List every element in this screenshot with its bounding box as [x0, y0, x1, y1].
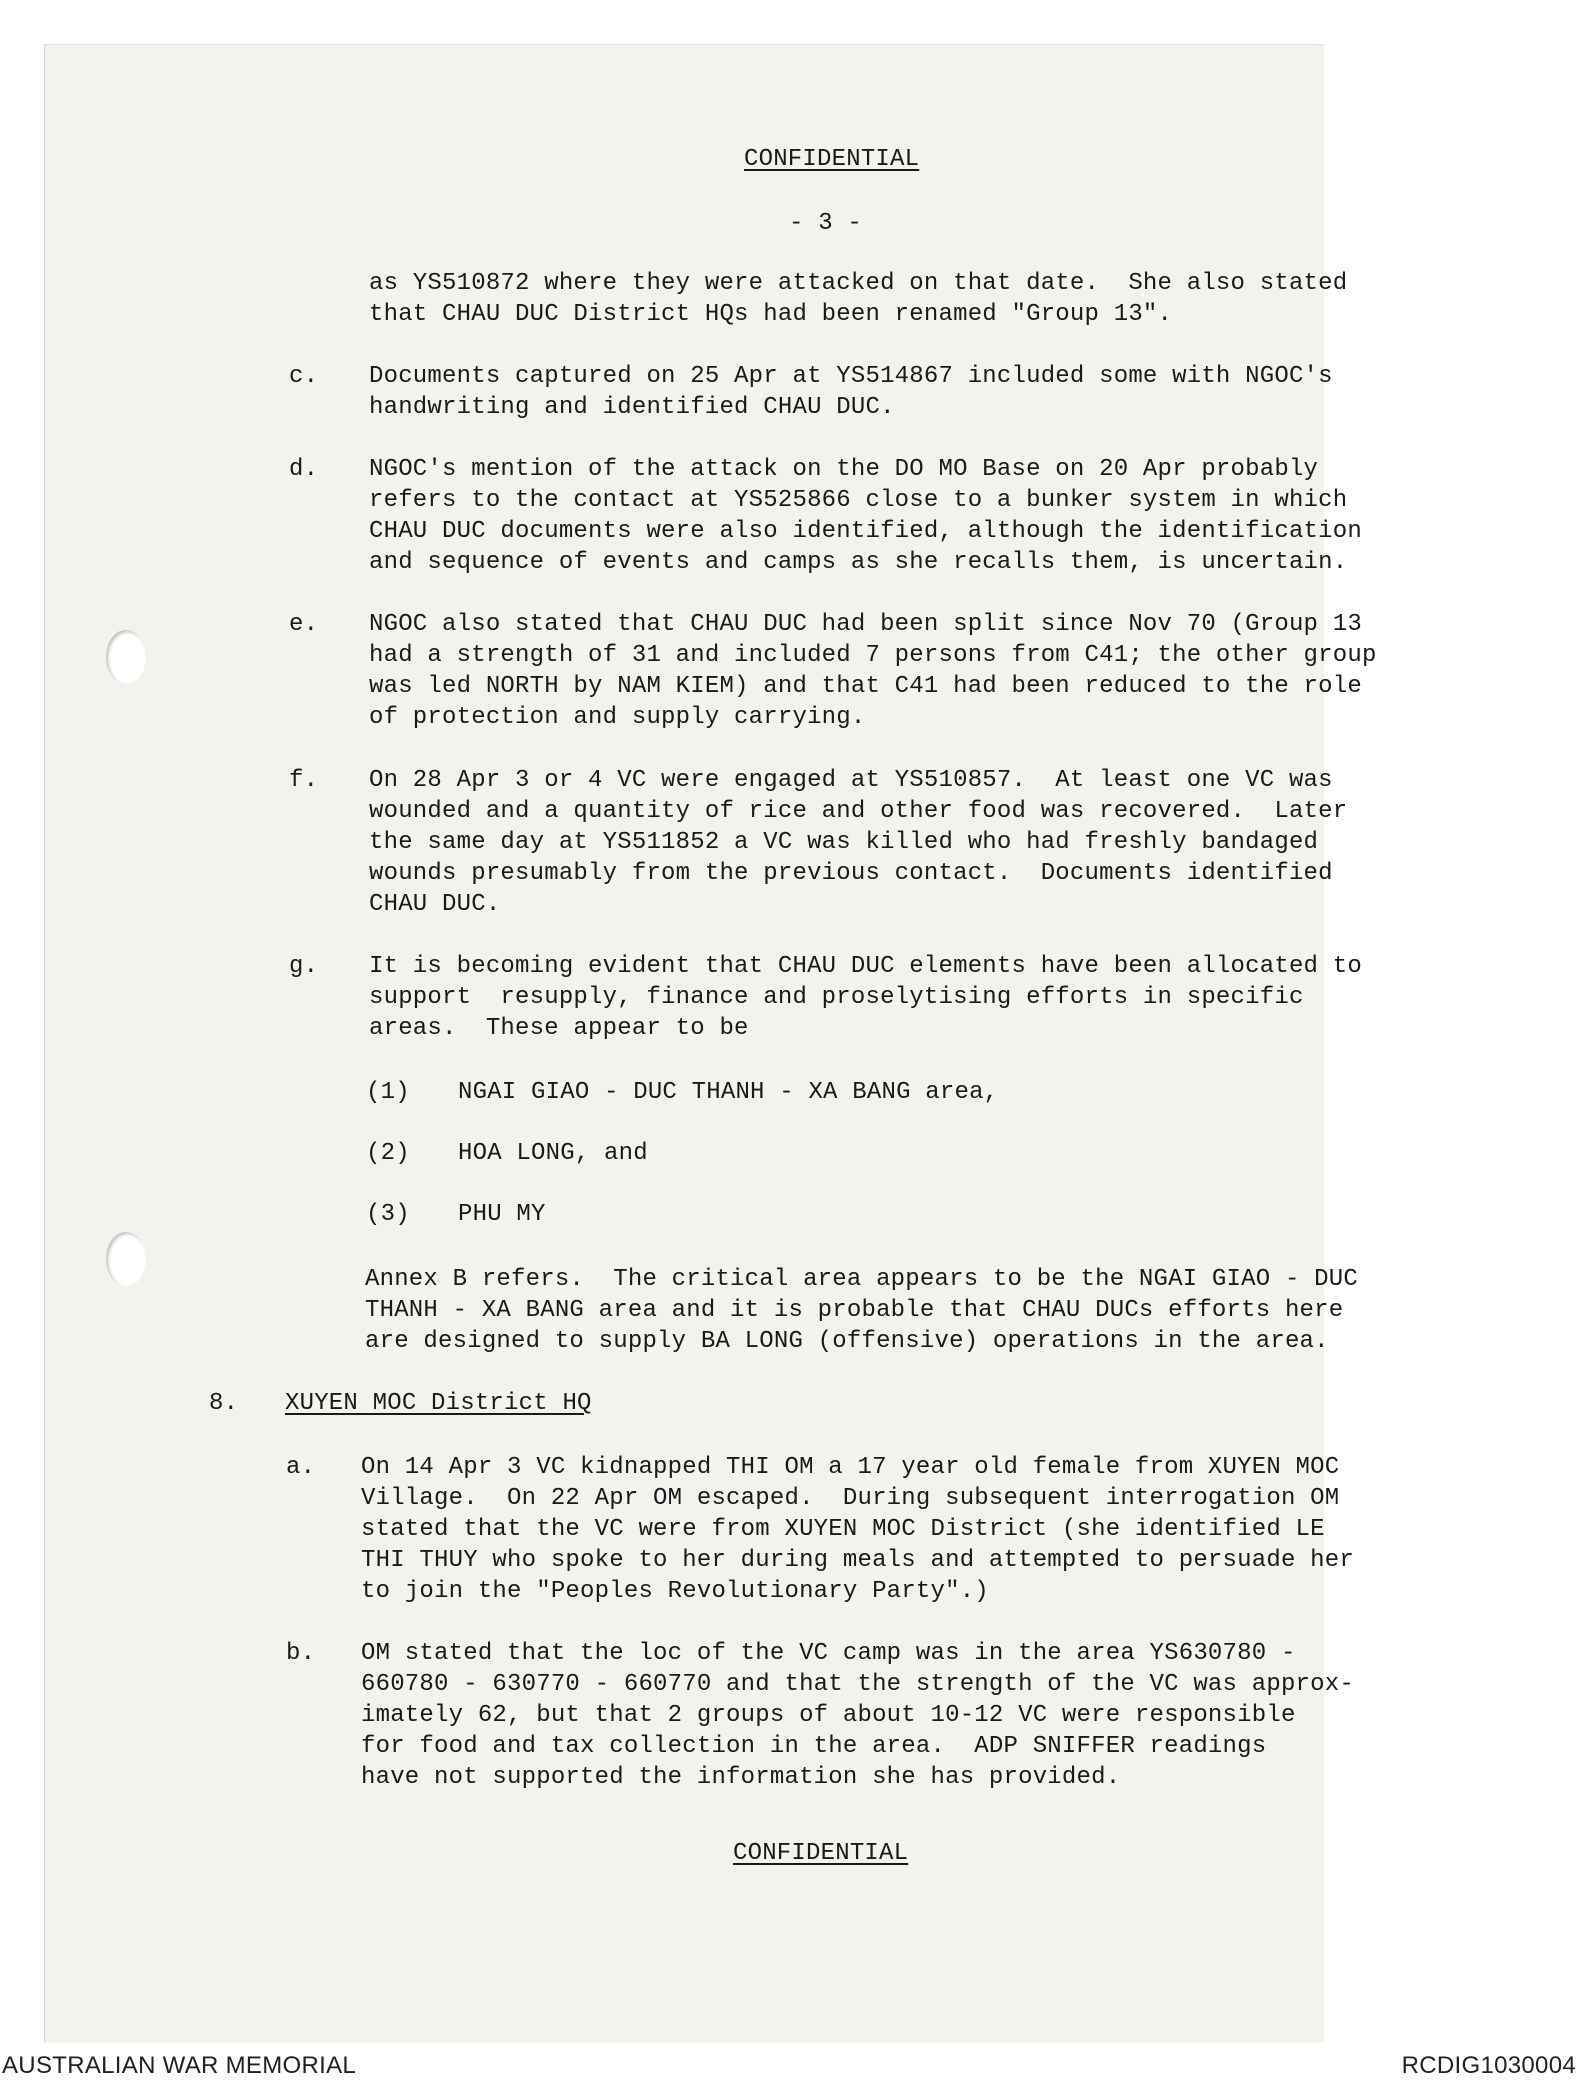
text-line: have not supported the information she has provided.	[361, 1764, 1121, 1791]
section-number: 8.	[209, 1390, 239, 1417]
classification-footer: CONFIDENTIAL	[733, 1840, 909, 1867]
text-line: to join the "Peoples Revolutionary Party".)	[361, 1578, 989, 1605]
para-marker: e.	[289, 611, 319, 638]
text-line: Documents captured on 25 Apr at YS514867 included some with NGOC's	[369, 363, 1333, 390]
text-line: that CHAU DUC District HQs had been renamed "Group 13".	[369, 301, 1173, 328]
text-line: NGOC's mention of the attack on the DO MO Base on 20 Apr probably	[369, 456, 1319, 483]
punch-hole-bottom	[106, 1232, 146, 1286]
list-item: HOA LONG, and	[458, 1140, 648, 1167]
archive-footer-right: RCDIG1030004	[1401, 2052, 1576, 2079]
para-marker: b.	[286, 1640, 316, 1667]
text-line: and sequence of events and camps as she recalls them, is uncertain.	[369, 549, 1348, 576]
list-number: (1)	[366, 1079, 410, 1106]
text-line: On 14 Apr 3 VC kidnapped THI OM a 17 year old female from XUYEN MOC	[361, 1454, 1340, 1481]
text-line: wounded and a quantity of rice and other food was recovered. Later	[369, 798, 1348, 825]
text-line: refers to the contact at YS525866 close to a bunker system in which	[369, 487, 1348, 514]
list-item: NGAI GIAO - DUC THANH - XA BANG area,	[458, 1079, 999, 1106]
text-line: It is becoming evident that CHAU DUC elements have been allocated to	[369, 953, 1362, 980]
text-line: the same day at YS511852 a VC was killed who had freshly bandaged	[369, 829, 1319, 856]
page-number: - 3 -	[789, 210, 863, 237]
text-line: wounds presumably from the previous contact. Documents identified	[369, 860, 1333, 887]
text-line: support resupply, finance and proselytising efforts in specific	[369, 984, 1304, 1011]
archive-footer-left: AUSTRALIAN WAR MEMORIAL	[2, 2052, 357, 2079]
text-line: had a strength of 31 and included 7 persons from C41; the other group	[369, 642, 1377, 669]
para-marker: d.	[289, 456, 319, 483]
text-line: THANH - XA BANG area and it is probable that CHAU DUCs efforts here	[365, 1297, 1344, 1324]
text-line: handwriting and identified CHAU DUC.	[369, 394, 895, 421]
list-number: (2)	[366, 1140, 410, 1167]
text-line: areas. These appear to be	[369, 1015, 749, 1042]
text-line: Annex B refers. The critical area appears to be the NGAI GIAO - DUC	[365, 1266, 1358, 1293]
text-line: On 28 Apr 3 or 4 VC were engaged at YS510857. At least one VC was	[369, 767, 1333, 794]
text-line: OM stated that the loc of the VC camp was in the area YS630780 -	[361, 1640, 1296, 1667]
text-line: THI THUY who spoke to her during meals and attempted to persuade her	[361, 1547, 1354, 1574]
text-line: stated that the VC were from XUYEN MOC District (she identified LE	[361, 1516, 1325, 1543]
para-marker: c.	[289, 363, 319, 390]
text-line: 660780 - 630770 - 660770 and that the strength of the VC was approx-	[361, 1671, 1354, 1698]
text-line: imately 62, but that 2 groups of about 10-12 VC were responsible	[361, 1702, 1296, 1729]
text-line: of protection and supply carrying.	[369, 704, 866, 731]
text-line: CHAU DUC.	[369, 891, 501, 918]
text-line: are designed to supply BA LONG (offensive) operations in the area.	[365, 1328, 1329, 1355]
section-title: XUYEN MOC District HQ	[285, 1390, 592, 1417]
classification-header: CONFIDENTIAL	[744, 146, 920, 173]
text-line: as YS510872 where they were attacked on that date. She also stated	[369, 270, 1348, 297]
text-line: for food and tax collection in the area. ADP SNIFFER readings	[361, 1733, 1267, 1760]
list-item: PHU MY	[458, 1201, 546, 1228]
text-line: was led NORTH by NAM KIEM) and that C41 had been reduced to the role	[369, 673, 1362, 700]
text-line: Village. On 22 Apr OM escaped. During subsequent interrogation OM	[361, 1485, 1340, 1512]
para-marker: f.	[289, 767, 319, 794]
text-line: NGOC also stated that CHAU DUC had been split since Nov 70 (Group 13	[369, 611, 1362, 638]
list-number: (3)	[366, 1201, 410, 1228]
punch-hole-top	[106, 630, 146, 684]
text-line: CHAU DUC documents were also identified, although the identification	[369, 518, 1362, 545]
para-marker: g.	[289, 953, 319, 980]
para-marker: a.	[286, 1454, 316, 1481]
